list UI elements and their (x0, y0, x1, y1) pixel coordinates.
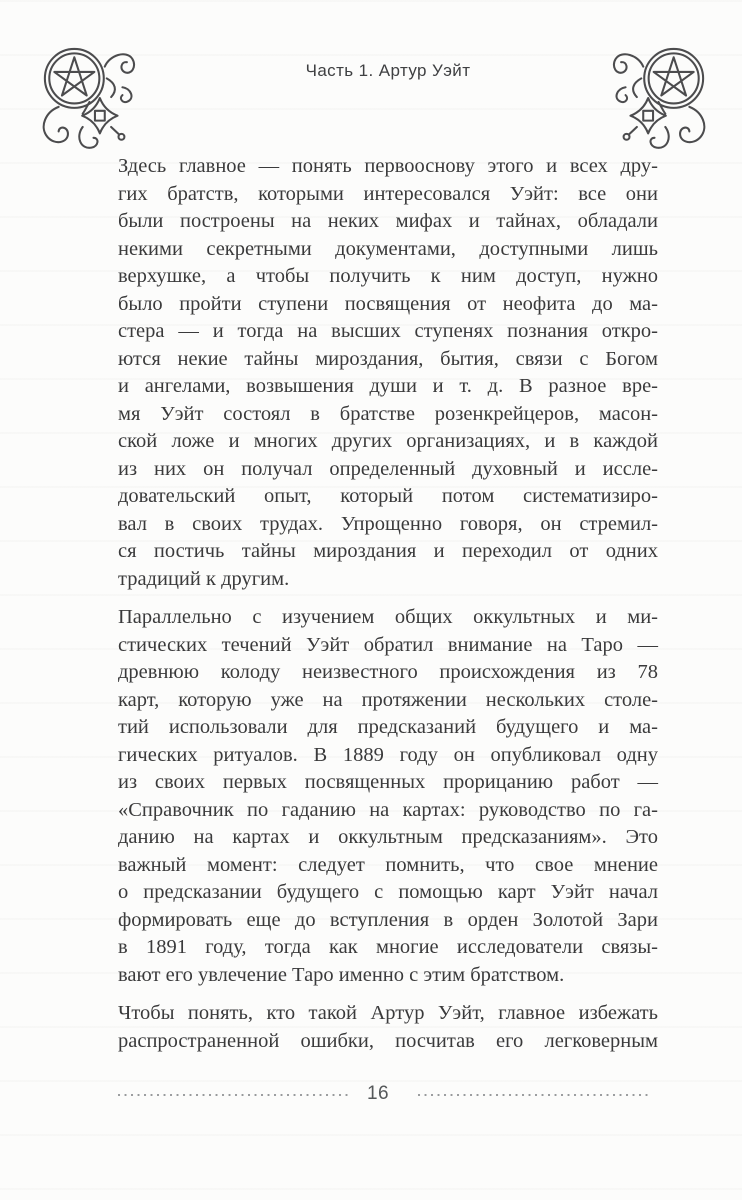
text-line: гих братств, которыми интересовался Уэйт: все они (118, 182, 658, 205)
text-line: из них он получал определенный духовный и иссле- (118, 457, 658, 480)
text-line: древнюю колоду неизвестного происхождения из 78 (118, 661, 658, 683)
text-line: из своих первых посвященных прорицанию работ — (118, 771, 658, 793)
text-line: верхушке, а чтобы получить к ним доступ, нужно (118, 265, 658, 287)
text-line: о предсказании будущего с помощью карт Уэйт начал (118, 881, 658, 903)
text-line: были построены на неких мифах и тайнах, обладали (118, 210, 658, 232)
text-line: некими секретными документами, доступными лишь (118, 237, 658, 260)
text-line: в 1891 году, тогда как многие исследователи связы- (118, 936, 658, 958)
text-line: формировать еще до вступления в орден Золотой Зари (118, 908, 658, 931)
text-line: стера — и тогда на высших ступенях познания откро- (118, 320, 658, 342)
page-footer (118, 1082, 650, 1106)
body-text (118, 153, 658, 1066)
text-line: тий использовали для предсказаний будущего и ма- (118, 716, 658, 738)
paragraph-2 (118, 604, 658, 989)
text-line: традиций к другим. (118, 567, 290, 590)
text-line: ся постичь тайны мироздания и переходил от одних (118, 540, 658, 562)
text-line: мя Уэйт состоял в братстве розенкрейцеров, масон- (118, 402, 658, 425)
text-line: Здесь главное — понять первооснову этого и всех дру- (118, 155, 658, 177)
text-line: карт, которую уже на протяжении нескольких столе- (118, 688, 658, 711)
text-line: распространенной ошибки, посчитав его легковерным (118, 1029, 658, 1052)
text-line: важный момент: следует помнить, что свое мнение (118, 853, 658, 876)
text-line: «Справочник по гаданию на картах: руководство по га- (118, 798, 658, 821)
text-line: Параллельно с изучением общих оккультных и ми- (118, 606, 658, 628)
text-line: вают его увлечение Таро именно с этим братством. (118, 963, 565, 986)
text-line: Чтобы понять, кто такой Артур Уэйт, главное избежать (118, 1002, 658, 1024)
text-line: довательский опыт, который потом систематизиро- (118, 485, 658, 507)
text-line: ской ложе и многих других организациях, и в каждой (118, 430, 658, 452)
text-line: данию на картах и оккультным предсказаниям». Это (118, 826, 658, 848)
dotted-rule-right (418, 1094, 650, 1096)
paragraph-3 (118, 1000, 658, 1055)
page-number: 16 (366, 1083, 390, 1104)
text-line: стических течений Уэйт обратил внимание на Таро — (118, 633, 658, 656)
running-header: Часть 1. Артур Уэйт (305, 61, 471, 80)
text-line: и ангелами, возвышения души и т. д. В разное вре- (118, 375, 658, 397)
text-line: вал в своих трудах. Упрощенно говоря, он стремил- (118, 512, 658, 535)
text-line: гических ритуалов. В 1889 году он опубликовал одну (118, 743, 658, 766)
dotted-rule-left (118, 1094, 350, 1096)
paragraph-1 (118, 153, 658, 593)
text-line: было пройти ступени посвящения от неофита до ма- (118, 292, 658, 315)
text-line: ются некие тайны мироздания, бытия, связи с Богом (118, 347, 658, 370)
